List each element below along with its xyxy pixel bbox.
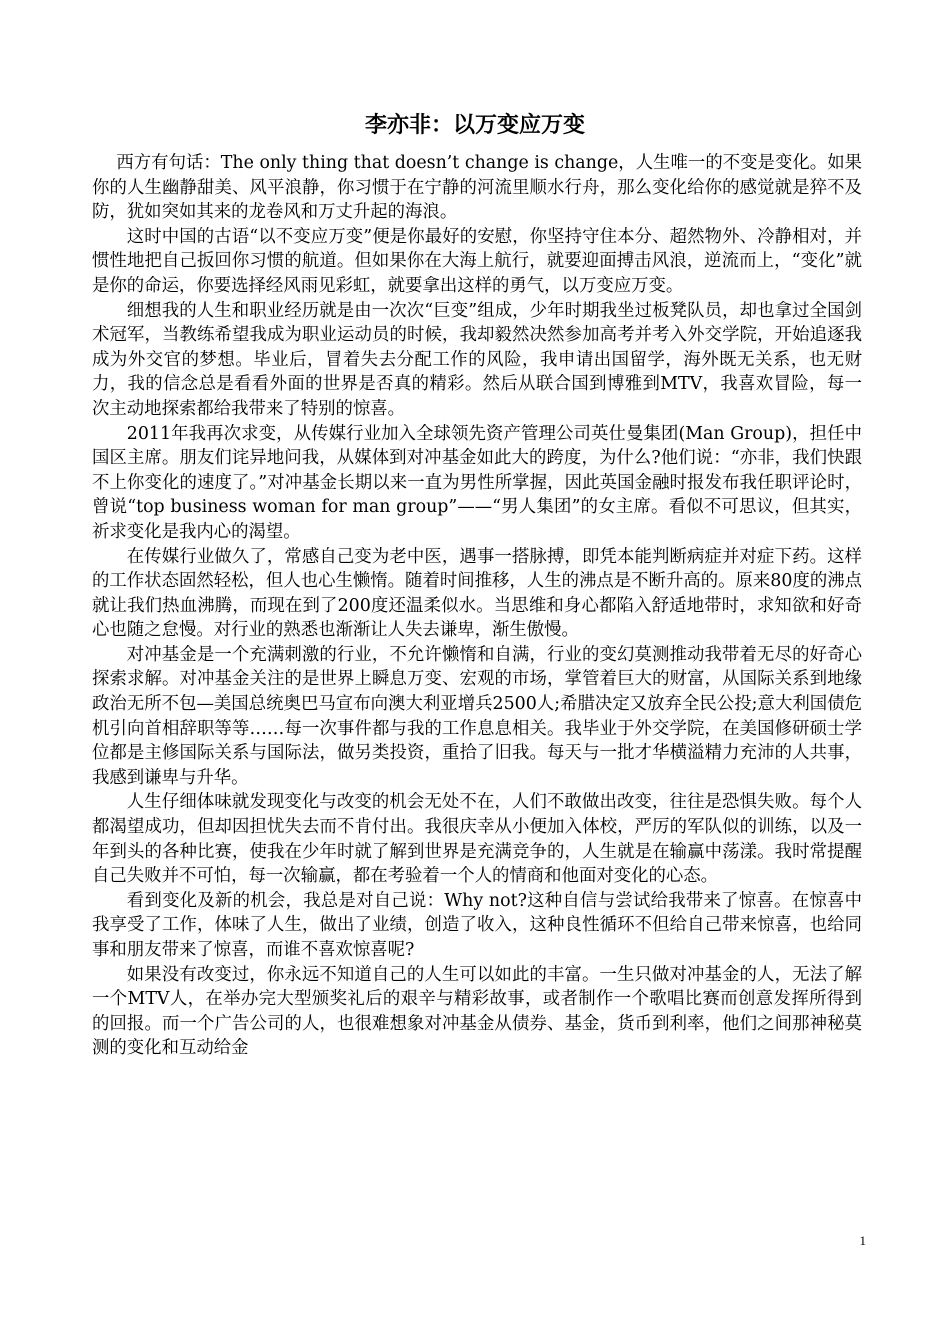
paragraph: 在传媒行业做久了，常感自己变为老中医，遇事一搭脉搏，即凭本能判断病症并对症下药。这样的工作状态固然轻松，但人也心生懒惰。随着时间推移，人生的沸点是不断升高的。原来80度的沸点就让我们热血沸腾，而现在到了200度还温柔似水。当思维和身心都陷入舒适地带时，求知欲和好奇心也随之怠慢。对行业的熟悉也渐渐让人失去谦卑，渐生傲慢。 [92, 546, 862, 641]
paragraph: 2011年我再次求变，从传媒行业加入全球领先资产管理公司英仕曼集团(Man Group)，担任中国区主席。朋友们诧异地问我，从媒体到对冲基金如此大的跨度，为什么?他们说：“亦非，我们快跟不上你变化的速度了。”对冲基金长期以来一直为男性所掌握，因此英国金融时报发布我任职评论时，曾说“top business woman for man group”——“男人集团”的女主席。看似不可思议，但其实，祈求变化是我内心的渴望。 [92, 423, 862, 542]
article-body [92, 151, 862, 1061]
paragraph: 这时中国的古语“以不变应万变”便是你最好的安慰，你坚持守住本分、超然物外、冷静相对，并惯性地把自己扳回你习惯的航道。但如果你在大海上航行，就要迎面搏击风浪，逆流而上，“变化”就是你的命运，你要选择经风雨见彩虹，就要拿出这样的勇气，以万变应万变。 [92, 226, 862, 296]
page-number: 1 [859, 1233, 866, 1248]
paragraph: 如果没有改变过，你永远不知道自己的人生可以如此的丰富。一生只做对冲基金的人，无法了解一个MTV人，在举办完大型颁奖礼后的艰辛与精彩故事，或者制作一个歌唱比赛而创意发挥所得到的回报。而一个广告公司的人，也很难想象对冲基金从债券、基金，货币到利率，他们之间那神秘莫测的变化和互动给金 [92, 964, 862, 1059]
paragraph: 细想我的人生和职业经历就是由一次次“巨变”组成，少年时期我坐过板凳队员，却也拿过全国剑术冠军，当教练希望我成为职业运动员的时候，我却毅然决然参加高考并考入外交学院，开始追逐我成为外交官的梦想。毕业后，冒着失去分配工作的风险，我申请出国留学，海外既无关系，也无财力，我的信念总是看看外面的世界是否真的精彩。然后从联合国到博雅到MTV，我喜欢冒险，每一次主动地探索都给我带来了特别的惊喜。 [92, 300, 862, 419]
article-title: 李亦非：以万变应万变 [364, 113, 585, 138]
paragraph: 西方有句话：The only thing that doesn’t change is change，人生唯一的不变是变化。如果你的人生幽静甜美、风平浪静，你习惯于在宁静的河流里顺水行舟，那么变化给你的感觉就是猝不及防，犹如突如其来的龙卷风和万丈升起的海浪。 [92, 153, 862, 223]
paragraph: 人生仔细体味就发现变化与改变的机会无处不在，人们不敢做出改变，往往是恐惧失败。每个人都渴望成功，但却因担忧失去而不肯付出。我很庆幸从小便加入体校，严厉的军队似的训练，以及一年到头的各种比赛，使我在少年时就了解到世界是充满竞争的，人生就是在输赢中荡漾。我时常提醒自己失败并不可怕，每一次输赢，都在考验着一个人的情商和他面对变化的心态。 [92, 792, 862, 887]
paragraph: 看到变化及新的机会，我总是对自己说：Why not?这种自信与尝试给我带来了惊喜。在惊喜中我享受了工作，体味了人生，做出了业绩，创造了收入，这种良性循环不但给自己带来惊喜，也给同事和朋友带来了惊喜，而谁不喜欢惊喜呢? [92, 890, 862, 960]
paragraph: 对冲基金是一个充满刺激的行业，不允许懒惰和自满，行业的变幻莫测推动我带着无尽的好奇心探索求解。对冲基金关注的是世界上瞬息万变、宏观的市场，掌管着巨大的财富，从国际关系到地缘政治无所不包—美国总统奥巴马宣布向澳大利亚增兵2500人;希腊决定又放弃全民公投;意大利国债危机引向首相辞职等等……每一次事件都与我的工作息息相关。我毕业于外交学院，在美国修研硕士学位都是主修国际关系与国际法，做另类投资，重拾了旧我。每天与一批才华横溢精力充沛的人共事，我感到谦卑与升华。 [92, 644, 862, 788]
